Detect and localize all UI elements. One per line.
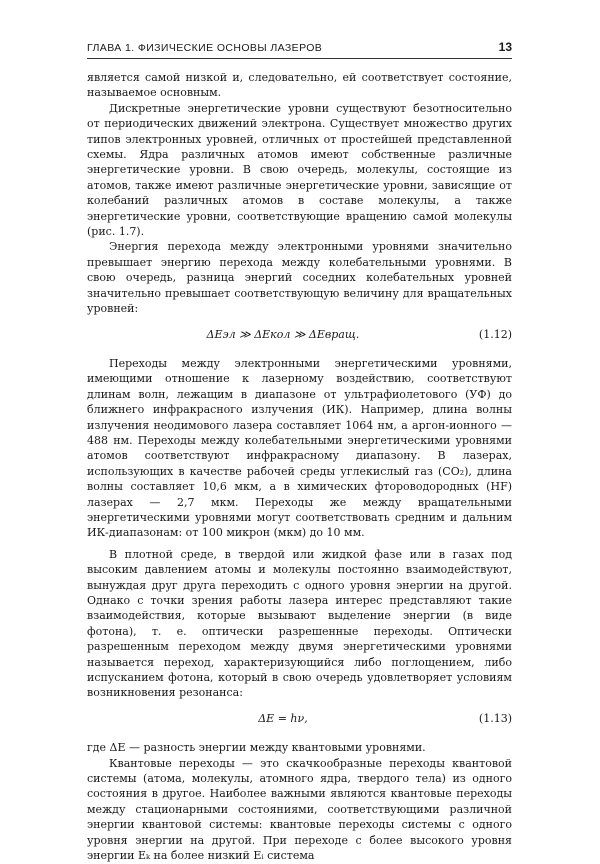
equation-1-13 — [87, 711, 512, 726]
paragraph: Дискретные энергетические уровни существуют безотносительно от периодических движений электрона. Существует множество других типов электронных уровней, отличных от простейшей представленной схемы. Ядра различных атомов имеют собственные различные энергетические уровни. В свою очередь, молекулы, состоящие из атомов, также имеют различные энергетические уровни, зависящие от колебаний различных атомов в составе молекулы, а также энергетические уровни, соответствующие вращению самой молекулы (рис. 1.7). — [87, 101, 512, 239]
equation-number: (1.12) — [478, 327, 512, 341]
running-head: ГЛАВА 1. ФИЗИЧЕСКИЕ ОСНОВЫ ЛАЗЕРОВ — [87, 42, 323, 54]
page-body — [87, 70, 512, 864]
paragraph: где ΔE — разность энергии между квантовыми уровнями. — [87, 741, 426, 755]
paragraph: Переходы между электронными энергетическими уровнями, имеющими отношение к лазерному воздействию, соответствуют длинам волн, лежащим в диапазоне от ультрафиолетового (УФ) до ближнего инфракрасного излучения (ИК). Например, длина волны излучения неодимового лазера составляет 1064 нм, а аргон-ионного — 488 нм. Переходы между колебательными энергетическими уровнями атомов соответствуют инфракрасному диапазону. В лазерах, использующих в качестве рабочей среды углекислый газ (CO₂), длина волны составляет 10,6 мкм, а в химических фтороводородных (HF) лазерах — 2,7 мкм. Переходы же между вращательными энергетическими уровнями могут соответствовать средним и дальним ИК-диапазонам: от 100 микрон (мкм) до 10 мм. — [87, 356, 512, 540]
page-header — [87, 40, 512, 59]
equation-number: (1.13) — [478, 711, 512, 725]
page-number: 13 — [498, 40, 512, 54]
equation-1-12 — [87, 327, 512, 342]
equation-formula: ΔE = hν, — [258, 711, 308, 725]
paragraph: В плотной среде, в твердой или жидкой фазе или в газах под высоким давлением атомы и молекулы постоянно взаимодействуют, вынуждая друг друга переходить с одного уровня энергии на другой. Однако с точки зрения работы лазера интерес представляют такие взаимодействия, которые вызывают выделение энергии (в виде фотона), т. е. оптически разрешенные переходы. Оптически разрешенным переходом между двумя энергетическими уровнями называется переход, характеризующийся либо поглощением, либо испусканием фотона, который в свою очередь удовлетворяет условиям возникновения резонанса: — [87, 547, 512, 700]
equation-formula: ΔEэл ≫ ΔEкол ≫ ΔEвращ. — [206, 327, 360, 341]
paragraph: является самой низкой и, следовательно, ей соответствует состояние, называемое основным. — [87, 71, 512, 100]
paragraph: Энергия перехода между электронными уровнями значительно превышает энергию перехода между колебательными уровнями. В свою очередь, разница энергий соседних колебательных уровней значительно превышает соответствующую величину для вращательных уровней: — [87, 240, 512, 316]
paragraph: Квантовые переходы — это скачкообразные переходы квантовой системы (атома, молекулы, атомного ядра, твердого тела) из одного состояния в другое. Наиболее важными являются квантовые переходы между стационарными состояниями, соответствующими различной энергии квантовой системы: квантовые переходы системы с одного уровня энергии на другой. При переходе с более высокого уровня энергии Eₖ на более низкий Eᵢ система — [87, 756, 512, 863]
